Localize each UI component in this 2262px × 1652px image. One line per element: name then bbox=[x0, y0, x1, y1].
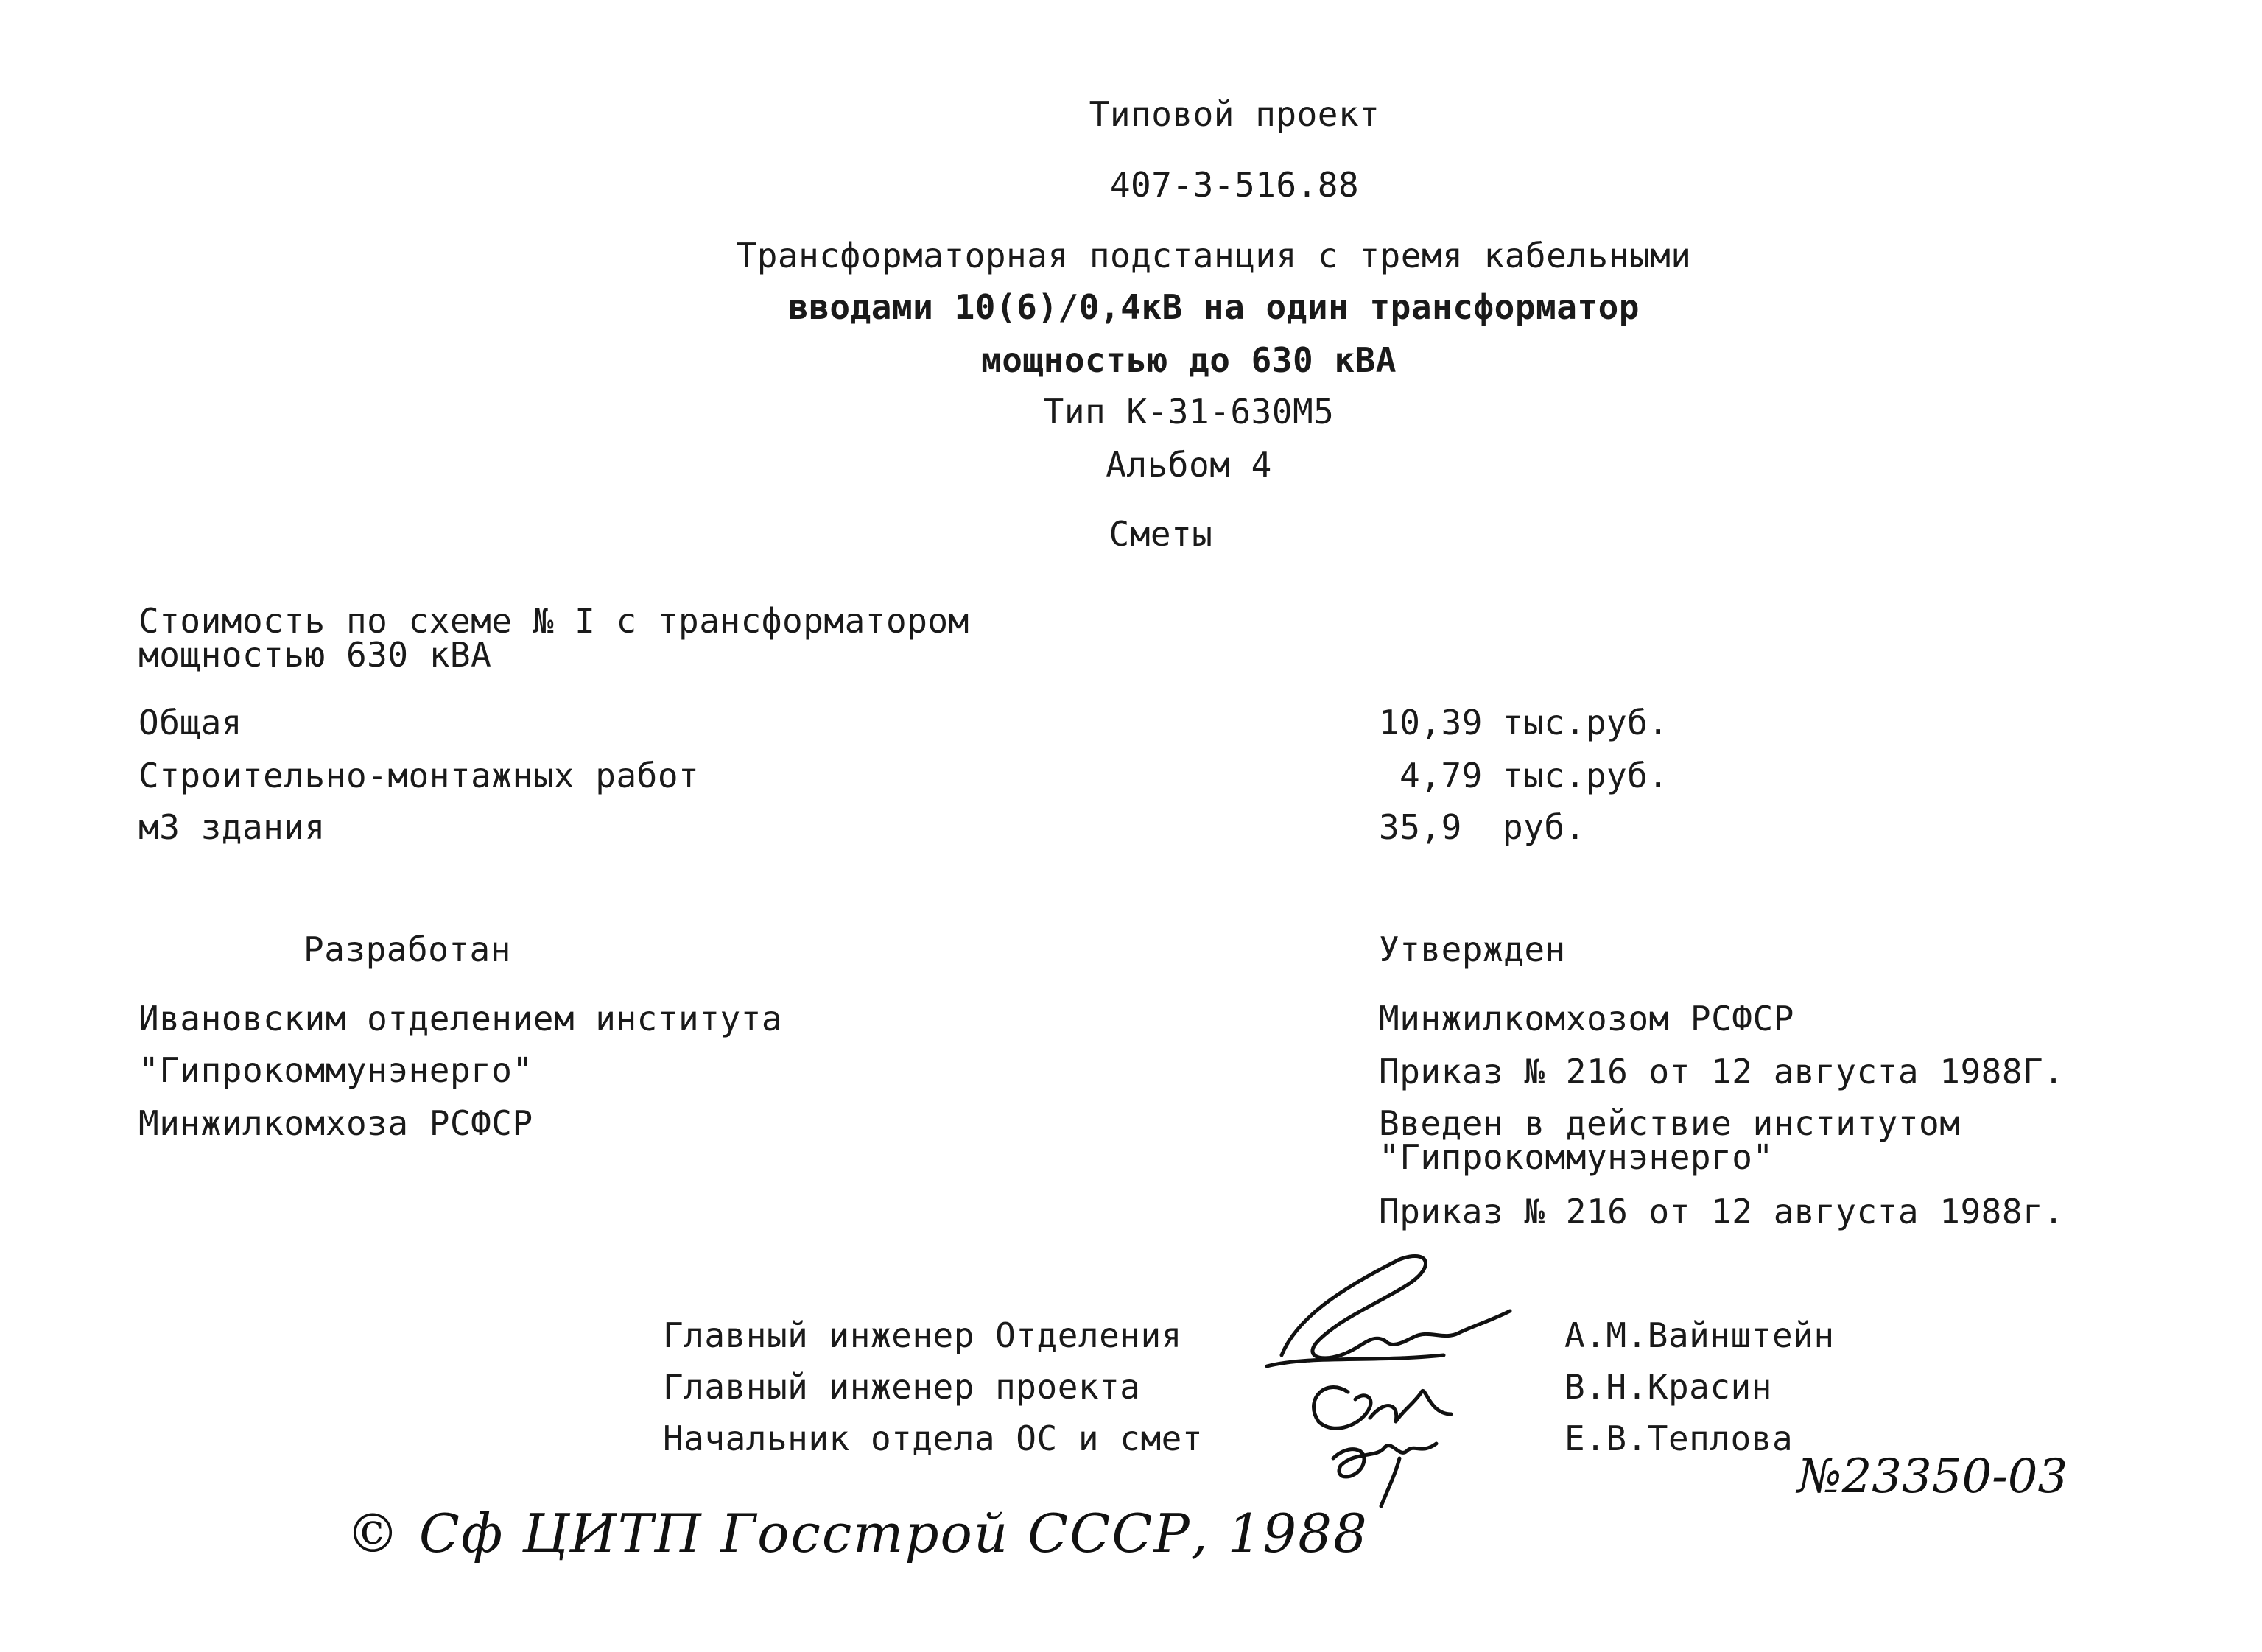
approved-order-2: Приказ № 216 от 12 августа 1988г. bbox=[1379, 1192, 2065, 1231]
approved-intro-line-2: "Гипрокоммунэнерго" bbox=[1379, 1137, 1774, 1177]
signatory-position: Главный инженер проекта bbox=[663, 1367, 1141, 1407]
copyright-stamp: © Сф ЦИТП Госстрой СССР, 1988 bbox=[346, 1502, 1369, 1564]
developed-line-1: Ивановским отделением института bbox=[138, 999, 783, 1038]
title-line-2: вводами 10(6)/0,4кВ на один трансформатор bbox=[788, 287, 1640, 327]
title-line-1: Трансформаторная подстанция с тремя кабельными bbox=[736, 236, 1692, 275]
developed-line-2: "Гипрокоммунэнерго" bbox=[138, 1050, 533, 1090]
cost-heading-line-1: Стоимость по схеме № I с трансформатором bbox=[138, 601, 969, 641]
approved-heading: Утвержден bbox=[1379, 929, 1566, 969]
cost-row-label: Общая bbox=[138, 703, 242, 742]
title-line-5: Альбом 4 bbox=[1106, 445, 1272, 485]
cost-row-label: м3 здания bbox=[138, 807, 326, 847]
title-line-3: мощностью до 630 кВА bbox=[981, 340, 1397, 380]
signatory-name: Е.В.Теплова bbox=[1564, 1419, 1794, 1458]
cost-row-label: Строительно-монтажных работ bbox=[138, 756, 700, 795]
inventory-number: №23350-03 bbox=[1797, 1449, 2068, 1504]
signatory-name: А.М.Вайнштейн bbox=[1564, 1315, 1835, 1355]
cost-row-value: 35,9 bbox=[1379, 807, 1462, 847]
signatory-name: В.Н.Красин bbox=[1564, 1367, 1772, 1407]
cost-row-value: 4,79 bbox=[1399, 756, 1483, 795]
doc-number: 407-3-516.88 bbox=[1109, 165, 1360, 205]
cost-heading-line-2: мощностью 630 кВА bbox=[138, 635, 492, 675]
title-line-4: Тип К-31-630М5 bbox=[1043, 392, 1335, 432]
approved-intro-line-1: Введен в действие институтом bbox=[1379, 1103, 1961, 1143]
developed-line-3: Минжилкомхоза РСФСР bbox=[138, 1103, 533, 1143]
cost-row-unit: тыс.руб. bbox=[1503, 756, 1669, 795]
signatory-position: Начальник отдела ОС и смет bbox=[663, 1419, 1204, 1458]
cost-row-unit: тыс.руб. bbox=[1503, 703, 1669, 742]
developed-heading: Разработан bbox=[303, 929, 511, 969]
cost-row-value: 10,39 bbox=[1379, 703, 1483, 742]
approved-order-1: Приказ № 216 от 12 августа 1988Г. bbox=[1379, 1052, 2065, 1092]
approved-org: Минжилкомхозом РСФСР bbox=[1379, 999, 1794, 1038]
signatory-position: Главный инженер Отделения bbox=[663, 1315, 1182, 1355]
cost-row-unit: руб. bbox=[1503, 807, 1586, 847]
section-title: Сметы bbox=[1109, 514, 1213, 554]
handwritten-signature bbox=[1252, 1245, 1532, 1517]
doc-type: Типовой проект bbox=[1089, 94, 1380, 134]
